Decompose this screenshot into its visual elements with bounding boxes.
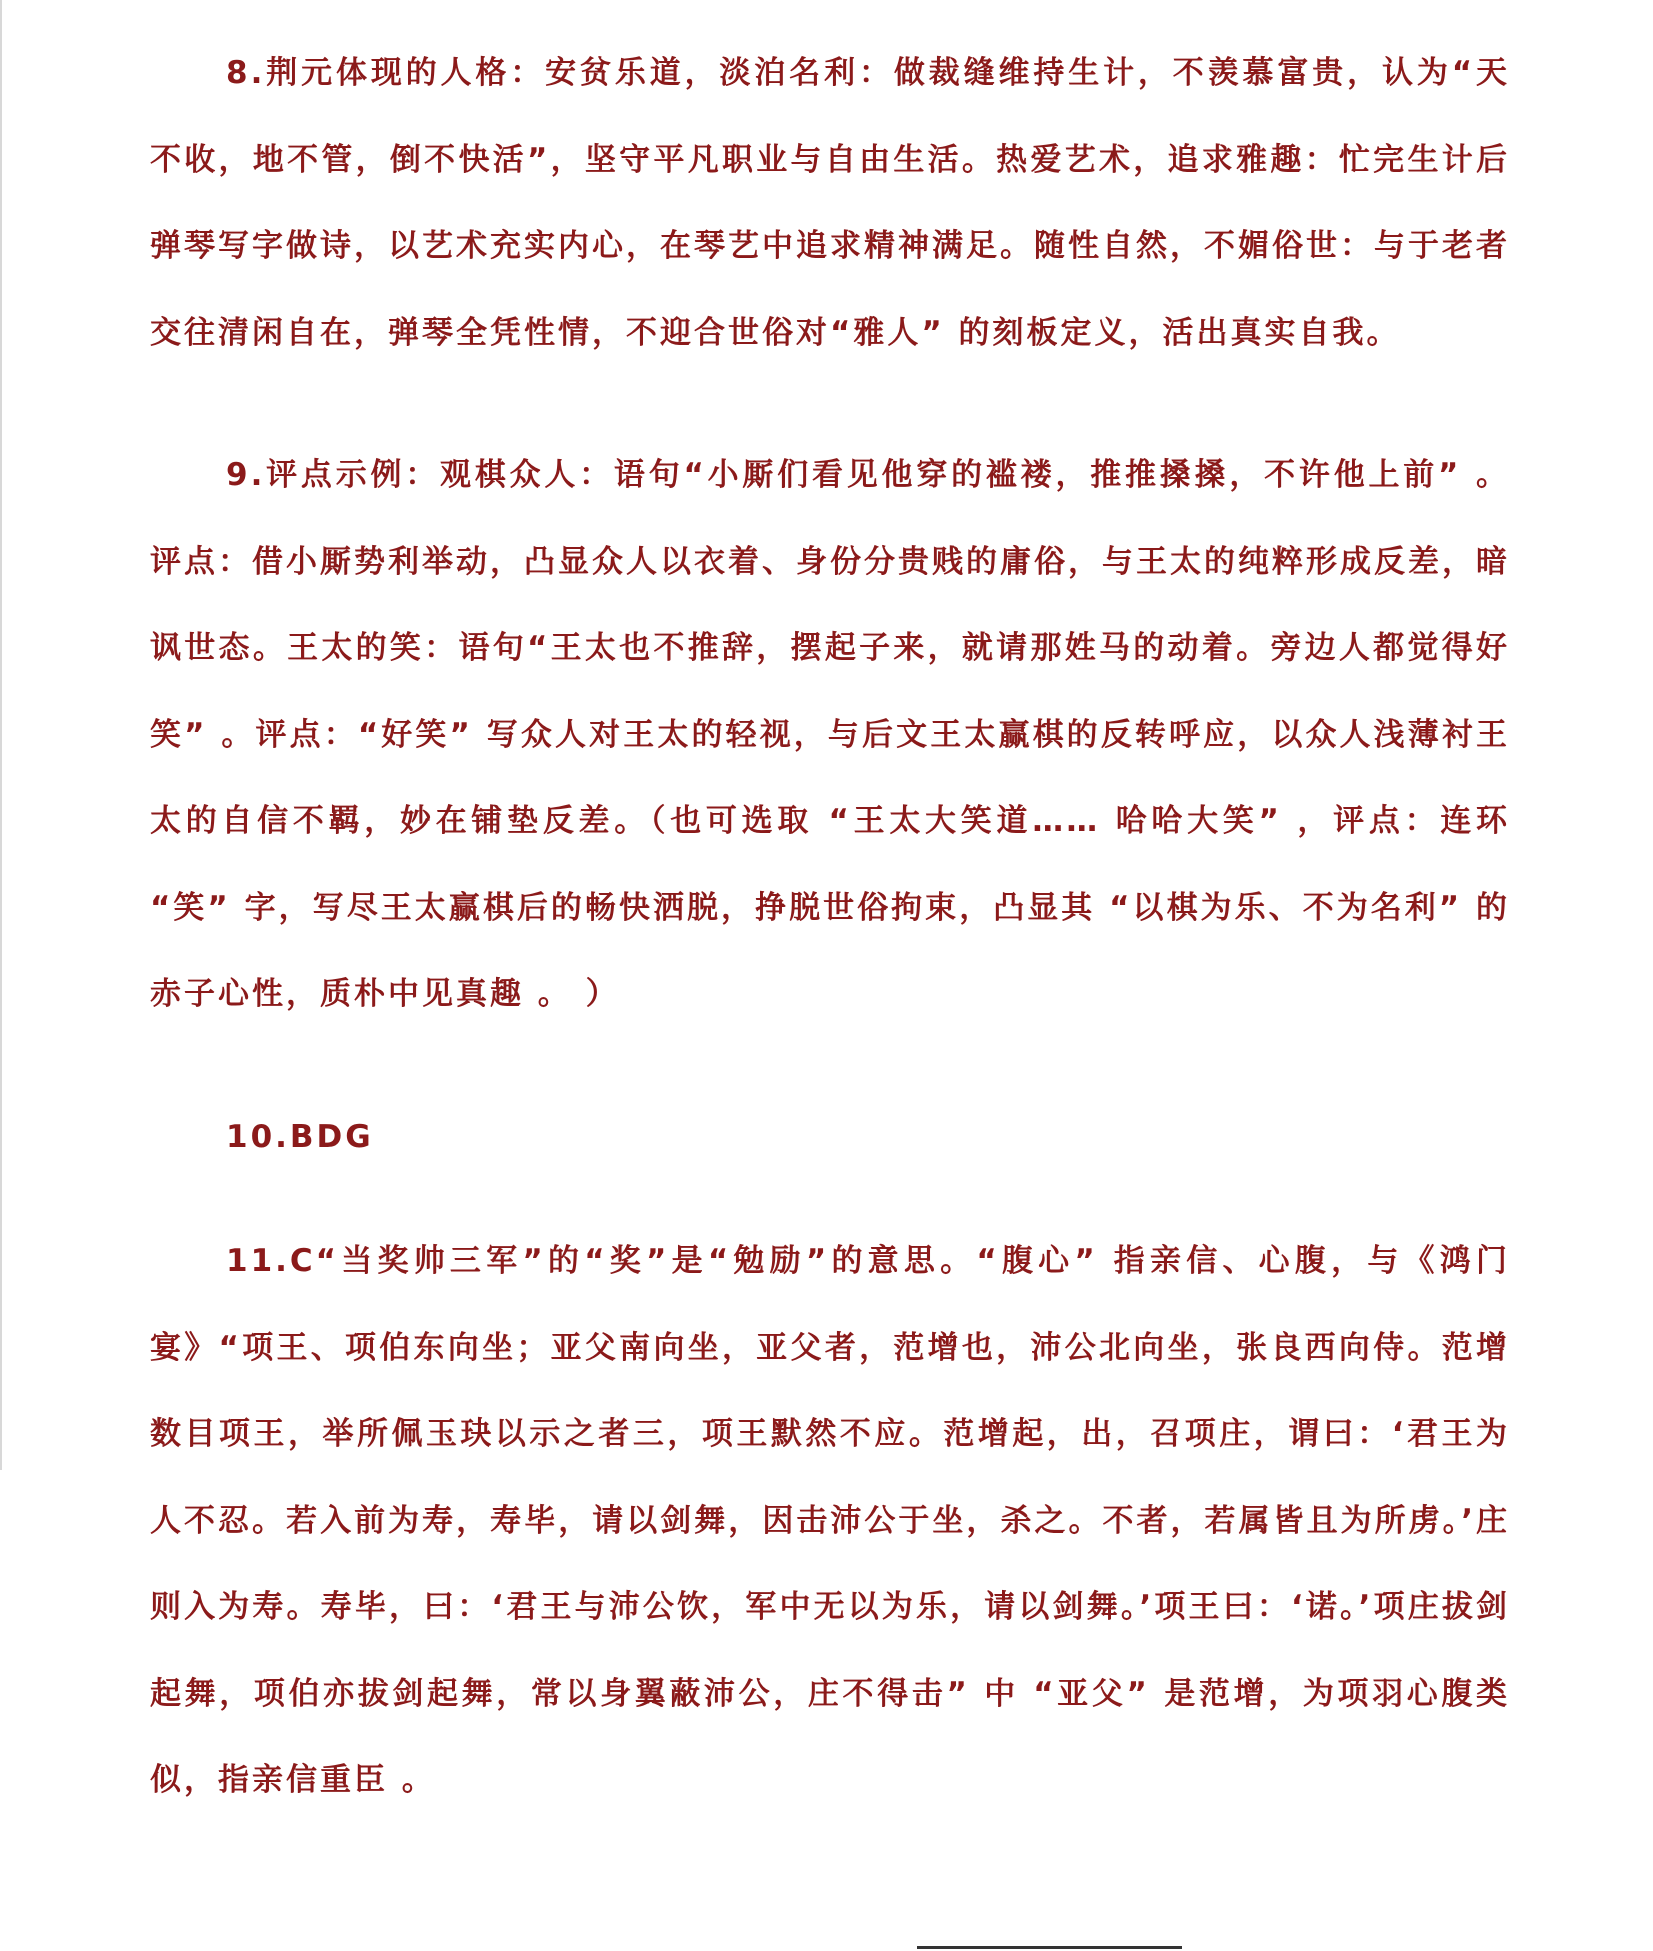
answer-10-paragraph: 10.BDG [226,1118,374,1155]
answer-11-paragraph: 11.C“当奖帅三军”的“奖”是“勉励”的意思。“腹心” 指亲信、心腹，与《鸿门宴》“项王、项伯东向坐；亚父南向坐，亚父者，范增也，沛公北向坐，张良西向侍。范增数目项王，举所佩玉玦以示之者三，项王默然不应。范增起，出，召项庄，谓曰：‘君王为人不忍。若入前为寿，寿毕，请以剑舞，因击沛公于坐，杀之。不者，若属皆且为所虏。’庄则入为寿。寿毕，曰：‘君王与沛公饮，军中无以为乐，请以剑舞。’项王曰：‘诺。’项庄拔剑起舞，项伯亦拔剑起舞，常以身翼蔽沛公，庄不得击” 中 “亚父” 是范增，为项羽心腹类似，指亲信重臣 。 [150,1243,1510,1798]
bottom-divider [917,1946,1182,1949]
answer-9-paragraph: 9.评点示例：观棋众人：语句“小厮们看见他穿的褴褛，推推搡搡，不许他上前” 。评点：借小厮势利举动，凸显众人以衣着、身份分贵贱的庸俗，与王太的纯粹形成反差，暗讽世态。王太的笑：语句“王太也不推辞，摆起子来，就请那姓马的动着。旁边人都觉得好笑” 。评点：“好笑” 写众人对王太的轻视，与后文王太赢棋的反转呼应，以众人浅薄衬王太的自信不羁，妙在铺垫反差。（也可选取 “王太大笑道…… 哈哈大笑” ，评点：连环 “笑” 字，写尽王太赢棋后的畅快洒脱，挣脱世俗拘束，凸显其 “以棋为乐、不为名利” 的赤子心性，质朴中见真趣 。 ） [150,457,1510,1012]
left-margin-rule [0,0,2,1470]
answer-document [150,30,1510,1880]
answer-8-paragraph: 8.荆元体现的人格：安贫乐道，淡泊名利：做裁缝维持生计，不羡慕富贵，认为“天不收，地不管，倒不快活”，坚守平凡职业与自由生活。热爱艺术，追求雅趣：忙完生计后弹琴写字做诗，以艺术充实内心，在琴艺中追求精神满足。随性自然，不媚俗世：与于老者交往清闲自在，弹琴全凭性情，不迎合世俗对“雅人” 的刻板定义，活出真实自我。 [150,55,1510,351]
